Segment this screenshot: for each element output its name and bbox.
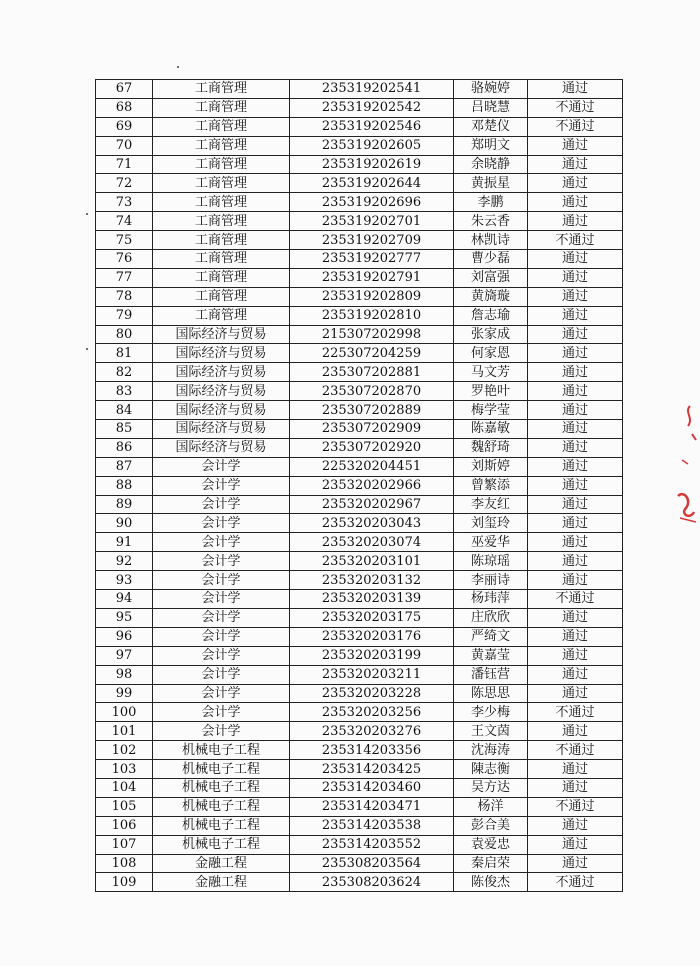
row-number: 85 [96, 420, 153, 439]
row-name: 罗艳叶 [454, 382, 528, 401]
row-name: 李鹏 [454, 193, 528, 212]
row-major: 工商管理 [153, 212, 290, 231]
table-row [96, 438, 623, 457]
row-number: 89 [96, 495, 153, 514]
table-row [96, 703, 623, 722]
table-row [96, 231, 623, 250]
row-result: 通过 [528, 514, 623, 533]
row-number: 98 [96, 665, 153, 684]
row-result: 通过 [528, 344, 623, 363]
row-student-id: 235320202967 [290, 495, 454, 514]
row-major: 工商管理 [153, 250, 290, 269]
row-name: 庄欣欣 [454, 608, 528, 627]
row-result: 通过 [528, 457, 623, 476]
table-row [96, 533, 623, 552]
row-student-id: 235320203132 [290, 571, 454, 590]
table-row [96, 495, 623, 514]
table-row [96, 873, 623, 892]
table-row [96, 854, 623, 873]
row-major: 会计学 [153, 608, 290, 627]
row-number: 107 [96, 835, 153, 854]
row-student-id: 235319202810 [290, 306, 454, 325]
row-student-id: 235314203538 [290, 816, 454, 835]
row-name: 吴方达 [454, 778, 528, 797]
row-student-id: 235307202889 [290, 401, 454, 420]
row-number: 79 [96, 306, 153, 325]
table-row [96, 608, 623, 627]
row-major: 机械电子工程 [153, 797, 290, 816]
row-number: 84 [96, 401, 153, 420]
table-row [96, 778, 623, 797]
row-major: 会计学 [153, 646, 290, 665]
table-row [96, 571, 623, 590]
row-student-id: 235314203356 [290, 741, 454, 760]
row-name: 梅学莹 [454, 401, 528, 420]
row-result: 通过 [528, 420, 623, 439]
row-number: 81 [96, 344, 153, 363]
row-number: 109 [96, 873, 153, 892]
row-number: 76 [96, 250, 153, 269]
row-name: 李友红 [454, 495, 528, 514]
row-result: 不通过 [528, 98, 623, 117]
row-student-id: 235314203471 [290, 797, 454, 816]
row-number: 94 [96, 590, 153, 609]
table-row [96, 590, 623, 609]
table-row [96, 722, 623, 741]
row-student-id: 235319202541 [290, 80, 454, 99]
row-major: 国际经济与贸易 [153, 438, 290, 457]
row-result: 通过 [528, 608, 623, 627]
row-result: 通过 [528, 646, 623, 665]
row-number: 100 [96, 703, 153, 722]
row-major: 会计学 [153, 476, 290, 495]
row-name: 魏舒琦 [454, 438, 528, 457]
row-name: 陈琼瑶 [454, 552, 528, 571]
row-student-id: 235319202605 [290, 136, 454, 155]
row-name: 袁爱忠 [454, 835, 528, 854]
table-row [96, 457, 623, 476]
table-row [96, 552, 623, 571]
row-result: 不通过 [528, 873, 623, 892]
row-number: 96 [96, 627, 153, 646]
row-name: 陳志衡 [454, 760, 528, 779]
row-result: 通过 [528, 816, 623, 835]
row-name: 沈海涛 [454, 741, 528, 760]
row-name: 黄振星 [454, 174, 528, 193]
row-result: 通过 [528, 193, 623, 212]
row-result: 通过 [528, 684, 623, 703]
row-number: 91 [96, 533, 153, 552]
row-name: 彭合美 [454, 816, 528, 835]
row-result: 通过 [528, 155, 623, 174]
row-number: 74 [96, 212, 153, 231]
row-result: 通过 [528, 250, 623, 269]
row-major: 机械电子工程 [153, 835, 290, 854]
row-student-id: 235320203175 [290, 608, 454, 627]
row-name: 严绮文 [454, 627, 528, 646]
row-result: 通过 [528, 401, 623, 420]
row-name: 刘玺玲 [454, 514, 528, 533]
row-student-id: 235308203564 [290, 854, 454, 873]
row-number: 92 [96, 552, 153, 571]
row-number: 71 [96, 155, 153, 174]
row-result: 通过 [528, 778, 623, 797]
row-name: 刘富强 [454, 268, 528, 287]
row-name: 余晓静 [454, 155, 528, 174]
row-number: 90 [96, 514, 153, 533]
row-number: 77 [96, 268, 153, 287]
table-row [96, 268, 623, 287]
table-row [96, 760, 623, 779]
row-student-id: 235319202709 [290, 231, 454, 250]
table-row [96, 401, 623, 420]
row-name: 杨玮萍 [454, 590, 528, 609]
row-number: 99 [96, 684, 153, 703]
row-name: 陈俊杰 [454, 873, 528, 892]
row-name: 林凯诗 [454, 231, 528, 250]
row-student-id: 235319202791 [290, 268, 454, 287]
row-result: 通过 [528, 382, 623, 401]
row-student-id: 235314203425 [290, 760, 454, 779]
table-row [96, 382, 623, 401]
row-name: 何家恩 [454, 344, 528, 363]
row-major: 工商管理 [153, 268, 290, 287]
row-number: 70 [96, 136, 153, 155]
row-result: 通过 [528, 268, 623, 287]
row-student-id: 235320203101 [290, 552, 454, 571]
table-row [96, 306, 623, 325]
row-number: 87 [96, 457, 153, 476]
row-result: 不通过 [528, 797, 623, 816]
row-major: 工商管理 [153, 231, 290, 250]
row-major: 工商管理 [153, 98, 290, 117]
row-result: 通过 [528, 533, 623, 552]
row-name: 张家成 [454, 325, 528, 344]
row-major: 国际经济与贸易 [153, 363, 290, 382]
table-row [96, 98, 623, 117]
row-student-id: 235319202777 [290, 250, 454, 269]
results-table [95, 79, 623, 892]
row-student-id: 235314203460 [290, 778, 454, 797]
row-student-id: 235307202881 [290, 363, 454, 382]
row-student-id: 235319202696 [290, 193, 454, 212]
row-student-id: 235320203176 [290, 627, 454, 646]
table-row [96, 174, 623, 193]
row-student-id: 235307202909 [290, 420, 454, 439]
row-major: 机械电子工程 [153, 778, 290, 797]
row-result: 通过 [528, 722, 623, 741]
row-student-id: 235320203074 [290, 533, 454, 552]
row-student-id: 235320203043 [290, 514, 454, 533]
row-result: 通过 [528, 627, 623, 646]
row-major: 会计学 [153, 495, 290, 514]
row-result: 通过 [528, 760, 623, 779]
row-number: 95 [96, 608, 153, 627]
row-major: 会计学 [153, 703, 290, 722]
row-result: 通过 [528, 212, 623, 231]
row-major: 工商管理 [153, 174, 290, 193]
row-student-id: 235308203624 [290, 873, 454, 892]
row-number: 101 [96, 722, 153, 741]
row-number: 103 [96, 760, 153, 779]
row-result: 通过 [528, 438, 623, 457]
row-number: 80 [96, 325, 153, 344]
table-row [96, 155, 623, 174]
row-name: 潘钰营 [454, 665, 528, 684]
row-major: 会计学 [153, 627, 290, 646]
scan-speck [177, 66, 179, 68]
results-table-body [96, 80, 623, 892]
row-student-id: 235320202966 [290, 476, 454, 495]
row-major: 工商管理 [153, 117, 290, 136]
row-number: 75 [96, 231, 153, 250]
row-major: 会计学 [153, 533, 290, 552]
row-name: 杨洋 [454, 797, 528, 816]
row-result: 通过 [528, 363, 623, 382]
row-name: 曾繁添 [454, 476, 528, 495]
row-student-id: 235320203199 [290, 646, 454, 665]
row-number: 108 [96, 854, 153, 873]
row-major: 国际经济与贸易 [153, 344, 290, 363]
row-number: 106 [96, 816, 153, 835]
row-result: 通过 [528, 325, 623, 344]
row-name: 巫爱华 [454, 533, 528, 552]
row-name: 吕晓慧 [454, 98, 528, 117]
row-result: 不通过 [528, 590, 623, 609]
row-result: 不通过 [528, 231, 623, 250]
row-major: 会计学 [153, 722, 290, 741]
row-name: 刘斯婷 [454, 457, 528, 476]
table-row [96, 344, 623, 363]
row-result: 不通过 [528, 741, 623, 760]
row-student-id: 235319202644 [290, 174, 454, 193]
row-name: 陈思思 [454, 684, 528, 703]
row-name: 邓楚仪 [454, 117, 528, 136]
row-major: 会计学 [153, 552, 290, 571]
row-result: 不通过 [528, 117, 623, 136]
row-student-id: 235319202701 [290, 212, 454, 231]
row-name: 陈嘉敏 [454, 420, 528, 439]
table-row [96, 684, 623, 703]
row-number: 82 [96, 363, 153, 382]
row-name: 黄嘉莹 [454, 646, 528, 665]
row-student-id: 225307204259 [290, 344, 454, 363]
table-row [96, 627, 623, 646]
row-student-id: 235307202920 [290, 438, 454, 457]
scan-speck [86, 213, 88, 215]
row-number: 104 [96, 778, 153, 797]
row-major: 工商管理 [153, 155, 290, 174]
row-number: 69 [96, 117, 153, 136]
row-number: 72 [96, 174, 153, 193]
row-student-id: 225320204451 [290, 457, 454, 476]
scan-speck [86, 348, 88, 350]
row-major: 工商管理 [153, 193, 290, 212]
table-row [96, 476, 623, 495]
table-row [96, 646, 623, 665]
row-major: 会计学 [153, 571, 290, 590]
row-name: 马文芳 [454, 363, 528, 382]
row-number: 73 [96, 193, 153, 212]
row-student-id: 235320203139 [290, 590, 454, 609]
row-name: 王文茵 [454, 722, 528, 741]
row-result: 通过 [528, 665, 623, 684]
row-student-id: 215307202998 [290, 325, 454, 344]
row-major: 工商管理 [153, 306, 290, 325]
row-major: 工商管理 [153, 287, 290, 306]
row-result: 通过 [528, 287, 623, 306]
row-name: 詹志瑜 [454, 306, 528, 325]
row-result: 通过 [528, 80, 623, 99]
row-major: 机械电子工程 [153, 760, 290, 779]
table-row [96, 212, 623, 231]
table-row [96, 325, 623, 344]
table-row [96, 363, 623, 382]
row-major: 会计学 [153, 514, 290, 533]
row-major: 国际经济与贸易 [153, 401, 290, 420]
row-major: 机械电子工程 [153, 816, 290, 835]
row-student-id: 235319202542 [290, 98, 454, 117]
row-major: 金融工程 [153, 873, 290, 892]
row-result: 通过 [528, 835, 623, 854]
row-result: 通过 [528, 571, 623, 590]
row-name: 曹少磊 [454, 250, 528, 269]
table-row [96, 287, 623, 306]
red-seal-fragment [670, 400, 700, 540]
row-name: 骆婉婷 [454, 80, 528, 99]
row-result: 通过 [528, 495, 623, 514]
row-result: 通过 [528, 476, 623, 495]
row-number: 78 [96, 287, 153, 306]
row-student-id: 235307202870 [290, 382, 454, 401]
row-student-id: 235319202809 [290, 287, 454, 306]
row-name: 黄旖璇 [454, 287, 528, 306]
row-number: 67 [96, 80, 153, 99]
table-row [96, 80, 623, 99]
table-row [96, 741, 623, 760]
row-result: 通过 [528, 136, 623, 155]
row-student-id: 235320203211 [290, 665, 454, 684]
table-row [96, 514, 623, 533]
row-result: 不通过 [528, 703, 623, 722]
row-result: 通过 [528, 306, 623, 325]
row-result: 通过 [528, 552, 623, 571]
table-row [96, 117, 623, 136]
row-result: 通过 [528, 854, 623, 873]
table-row [96, 250, 623, 269]
row-student-id: 235314203552 [290, 835, 454, 854]
row-number: 93 [96, 571, 153, 590]
row-major: 会计学 [153, 684, 290, 703]
row-number: 68 [96, 98, 153, 117]
row-student-id: 235320203228 [290, 684, 454, 703]
row-number: 86 [96, 438, 153, 457]
row-number: 83 [96, 382, 153, 401]
row-number: 88 [96, 476, 153, 495]
row-major: 机械电子工程 [153, 741, 290, 760]
row-major: 国际经济与贸易 [153, 382, 290, 401]
row-student-id: 235320203276 [290, 722, 454, 741]
row-major: 会计学 [153, 590, 290, 609]
row-name: 郑明文 [454, 136, 528, 155]
row-major: 金融工程 [153, 854, 290, 873]
row-result: 通过 [528, 174, 623, 193]
row-name: 朱云香 [454, 212, 528, 231]
row-number: 102 [96, 741, 153, 760]
row-major: 会计学 [153, 665, 290, 684]
row-number: 97 [96, 646, 153, 665]
row-major: 工商管理 [153, 80, 290, 99]
table-row [96, 193, 623, 212]
row-student-id: 235320203256 [290, 703, 454, 722]
table-row [96, 136, 623, 155]
row-number: 105 [96, 797, 153, 816]
row-name: 李丽诗 [454, 571, 528, 590]
row-name: 秦启荣 [454, 854, 528, 873]
row-student-id: 235319202619 [290, 155, 454, 174]
table-row [96, 420, 623, 439]
row-name: 李少梅 [454, 703, 528, 722]
row-major: 工商管理 [153, 136, 290, 155]
table-row [96, 835, 623, 854]
row-student-id: 235319202546 [290, 117, 454, 136]
table-row [96, 665, 623, 684]
table-row [96, 816, 623, 835]
row-major: 国际经济与贸易 [153, 420, 290, 439]
row-major: 国际经济与贸易 [153, 325, 290, 344]
row-major: 会计学 [153, 457, 290, 476]
table-row [96, 797, 623, 816]
